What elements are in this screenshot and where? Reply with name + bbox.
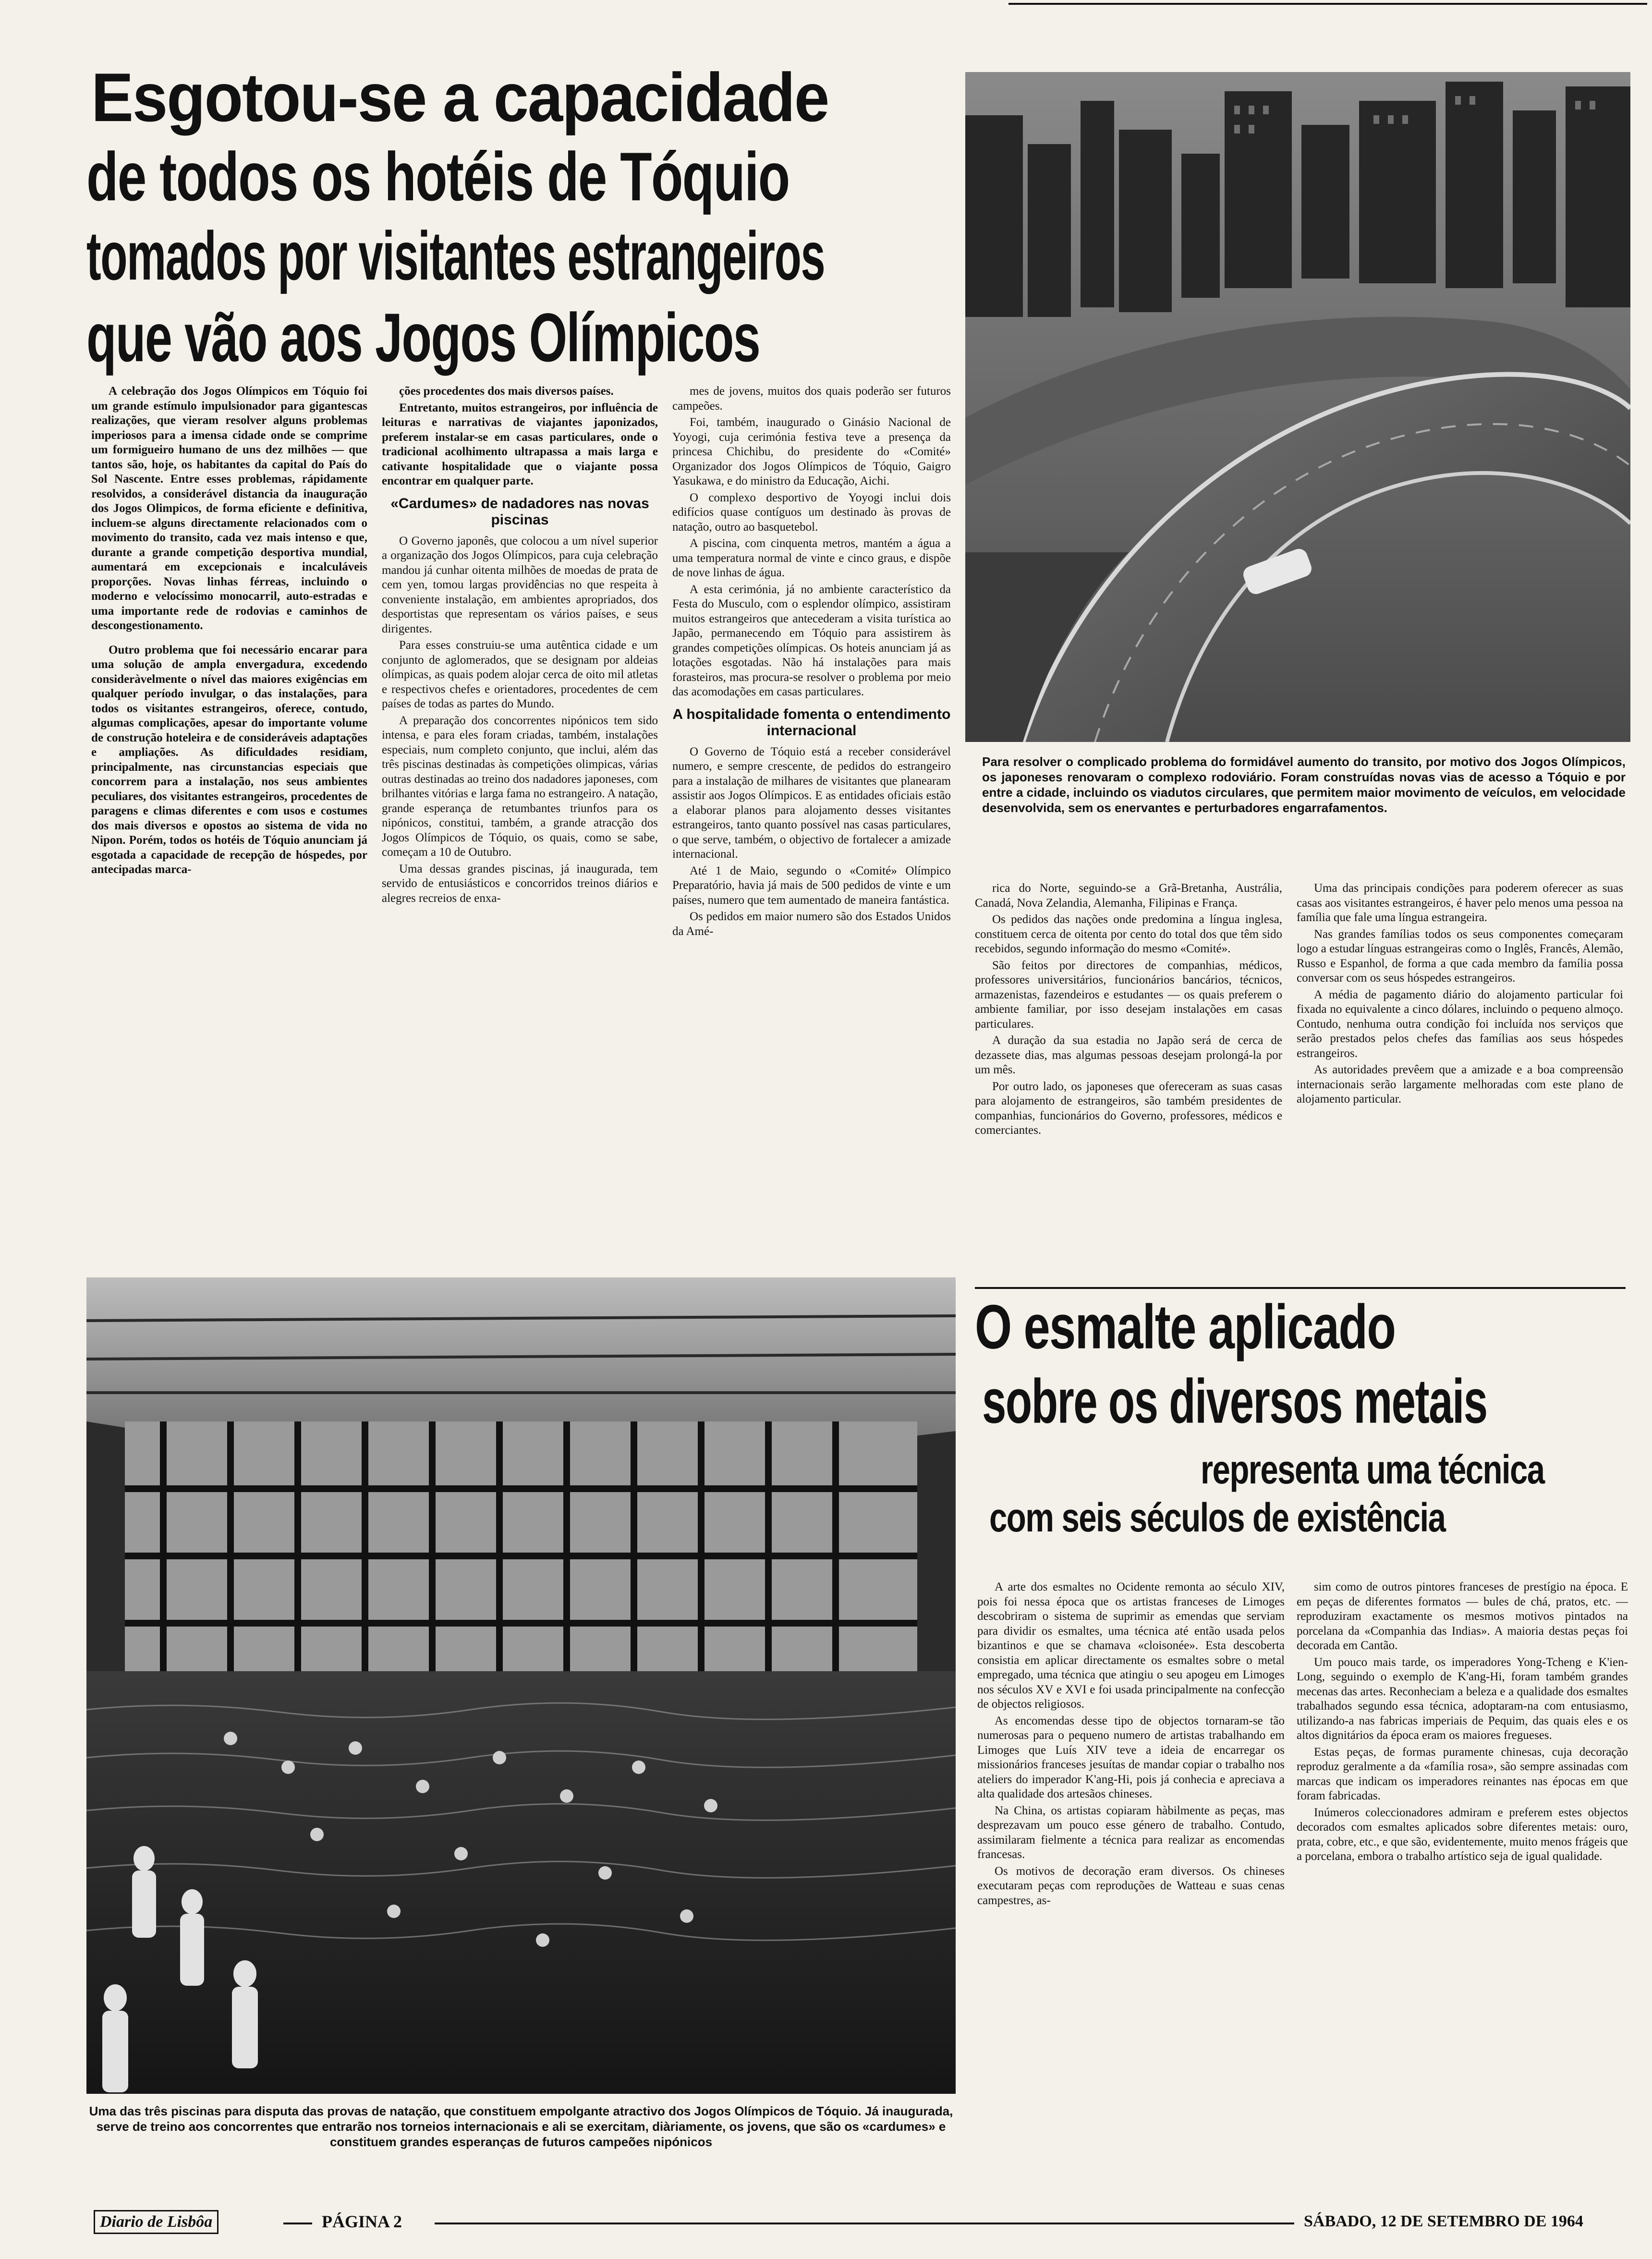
footer-rule-left (283, 2223, 312, 2224)
headline-line-1: Esgotou-se a capacidade (91, 59, 829, 136)
article2-col2-para: Inúmeros coleccionadores admiram e preferem estes objectos decorados com esmaltes aplicados sobre diferentes metais: ouro, prata, cobre, etc., e que são, evidentemente, muito menos frágeis que a porcelana, embora o trabalho artístico seja de igual qualidade. (1297, 1806, 1628, 1863)
article2-col1-para: As encomendas desse tipo de objectos tornaram-se tão numerosas para o pequeno numero de artistas trabalhando em Limoges que Luís XIV teve a ideia de encarregar os missionários franceses jesuítas de mandar copiar o trabalho nos ateliers do imperador K'ang-Hi, pois já conhecia e apreciava a alta qualidade dos artesãos chineses. (977, 1714, 1285, 1800)
article2-col2-para: Estas peças, de formas puramente chinesas, cuja decoração reproduz geralmente a da «família rosa», são sempre assinadas com marcas que indicam os imperadores reinantes nas épocas em que foram fabricadas. (1297, 1745, 1628, 1802)
caption-pool: Uma das três piscinas para disputa das provas de natação, que constituem empolgante atractivo dos Jogos Olímpicos de Tóquio. Já inaugurada, serve de treino aos concorrentes que entrarão nos torneios internacionais e ali se exercitam, diàriamente, os jovens, que são os «cardumes» e constituem grandes esperanças de futuros campeões nipónicos (89, 2104, 953, 2149)
article1-col4-para: São feitos por directores de companhias, médicos, professores universitários, funcionários bancários, técnicos, armazenistas, fazendeiros e estudantes — os quais preferem o ambiente familiar, por isso desejam instalações em casas particulares. (975, 959, 1282, 1031)
subheading-cardumes: «Cardumes» de nadadores nas novas piscinas (390, 495, 649, 528)
article1-col5-para: Uma das principais condições para poderem oferecer as suas casas aos visitantes estrangeiros, é haver pelo menos uma pessoa na família que fale uma língua estrangeira. (1297, 882, 1623, 924)
article1-col5-para: As autoridades prevêem que a amizade e a boa compreensão internacionais serão largamente melhoradas com este plano de alojamento particular. (1297, 1063, 1623, 1105)
headline-line-3: tomados por visitantes estrangeiros (86, 218, 825, 295)
article1-col2-para: O Governo japonês, que colocou a um nível superior a organização dos Jogos Olímpicos, para cuja celebração mandou já cunhar oitenta milhões de moedas de prata de cem yen, tomou largas providências no que respeita à conveniente instalação, em ambientes apropriados, dos desportistas que representam os vários países, e seus dirigentes. (382, 534, 658, 635)
article1-col4-para: rica do Norte, seguindo-se a Grã-Bretanha, Austrália, Canadá, Nova Zelandia, Alemanha, Filipinas e França. (975, 882, 1282, 910)
article1-col3-para: Foi, também, inaugurado o Ginásio Nacional de Yoyogi, cuja cerimónia festiva teve a presença da princesa Chichibu, do presidente do «Comité» Organizador dos Jogos Olímpicos de Tóquio, Gaigro Yasukawa, e do ministro da Educação, Aichi. (672, 416, 951, 487)
article1-col1-para: A celebração dos Jogos Olímpicos em Tóquio foi um grande estímulo impulsionador para gigantescas realizações, que vieram resolver alguns problemas imperiosos para a imensa cidade onde se comprime um formigueiro humano de uns dez milhões — que tantos são, hoje, os habitantes da capital do País do Sol Nascente. Entre esses problemas, rápidamente resolvidos, a considerável distancia da inauguração dos Jogos Olimpicos, de forma eficiente e definitiva, incluem-se alguns directamente relacionados com o movimento do transito, cada vez mais intenso e que, durante a grande competição desportiva mundial, aumentará em excepcionais e incalculáveis proporções. Novas linhas férreas, incluindo o moderno e velocíssimo monocarril, auto-estradas e uma importante rede de rodovias e caminhos de descongestionamento. (91, 385, 367, 632)
article1-col4 (975, 881, 1282, 1280)
article2-headline-2: sobre os diversos metais (982, 1367, 1487, 1436)
article2-col1 (977, 1580, 1285, 2199)
article1-col2-para: Uma dessas grandes piscinas, já inaugurada, tem servido de entusiásticos e concorridos treinos diários e alegres recreios de enxa- (382, 862, 658, 905)
article1-col2-para: Para esses construiu-se uma autêntica cidade e um conjunto de aglomerados, que se designam por aldeias olímpicas, as quais podem alojar cerca de oito mil atletas e respectivos chefes e orientadores, procedentes de cem países de todas as partes do Mundo. (382, 639, 658, 710)
article1-col5 (1297, 881, 1623, 1280)
article1-col3-para: O Governo de Tóquio está a receber considerável numero, e sempre crescente, de pedidos do estrangeiro para a instalação de milhares de visitantes que planearam assistir aos Jogos Olímpicos. E as entidades oficiais estão a elaborar planos para alojamento desses visitantes estrangeiros, tanto quanto possível nas casas particulares, o que serve, também, o objectivo de fortalecer a amizade internacional. (672, 745, 951, 861)
article1-col3 (672, 384, 951, 1277)
article1-col3-para: O complexo desportivo de Yoyogi inclui dois edifícios quase contíguos um destinado às provas de natação, outro ao basquetebol. (672, 491, 951, 534)
footer (94, 2209, 1630, 2238)
article2-col2 (1297, 1580, 1628, 2199)
article1-col2-para: Entretanto, muitos estrangeiros, por influência de leituras e narrativas de viajantes japonizados, preferem instalar-se em casas particulares, onde o tradicional acolhimento ultrapassa a mais larga e cativante hospitalidade que o viajante possa encontrar em qualquer parte. (382, 401, 658, 487)
article1-col3-para: Os pedidos em maior numero são dos Estados Unidos da Amé- (672, 910, 951, 938)
top-rule (1008, 3, 1647, 5)
article1-col2 (382, 384, 658, 1258)
photo-pool (86, 1277, 956, 2094)
issue-date: SÁBADO, 12 DE SETEMBRO DE 1964 (1304, 2212, 1583, 2230)
article1-col2-para: ções procedentes dos mais diversos países. (399, 385, 614, 398)
article2-col2-para: Um pouco mais tarde, os imperadores Yong-Tcheng e K'ien-Long, seguindo o exemplo de K'ang-Hi, foram também grandes mecenas das artes. Reconheciam a beleza e a qualidade dos esmaltes trabalhados segundo essa técnica, adoptaram-na com entusiasmo, utilizando-a nas fabricas imperiais de Pequim, das quais eles e os altos dignitários da época eram os maiores fregueses. (1297, 1655, 1628, 1742)
page-number: PÁGINA 2 (322, 2212, 402, 2231)
article1-col3-para: A piscina, com cinquenta metros, mantém a água a uma temperatura normal de vinte e cinco graus, e dispõe de nove linhas de água. (672, 537, 951, 579)
article1-col3-para: Até 1 de Maio, segundo o «Comité» Olímpico Preparatório, havia já mais de 500 pedidos de vinte e um países, numero que tem aumentado de maneira fantástica. (672, 864, 951, 907)
article1-col3-para: mes de jovens, muitos dos quais poderão ser futuros campeões. (672, 385, 951, 413)
highway-illustration (965, 72, 1630, 742)
article1-col1-para: Outro problema que foi necessário encarar para uma solução de ampla envergadura, excedendo consideràvelmente o nível das maiores exigências em qualquer período invulgar, o das instalações, para todos os visitantes estrangeiros, oferece, contudo, algumas complicações, apesar do importante volume de construção hoteleira e de consideráveis adaptações e ampliações. As dificuldades residiam, principalmente, nas circunstancias especiais que concorrem para a instalação, nos seus ambientes peculiares, dos visitantes estrangeiros, procedentes de paragens e climas diferentes e com usos e costumes dos mais diversos e opostos ao sistema de vida no Nipon. Porém, todos os hotéis de Tóquio anunciam já esgotada a capacidade de recepção de hóspedes, por antecipadas marca- (91, 643, 367, 876)
article2-headline-1: O esmalte aplicado (975, 1292, 1396, 1362)
article2-col2-para: sim como de outros pintores franceses de prestígio na época. E em peças de diferentes formatos — bules de chá, pratos, etc. — reproduziram exactamente os mesmos motivos pintados na porcelana da «Companhia das Indias». A maioria destas peças foi decorada em Cantão. (1297, 1580, 1628, 1652)
article1-col4-para: A duração da sua estadia no Japão será de cerca de dezassete dias, mas algumas pessoas desejam prolongá-la por um mês. (975, 1034, 1282, 1076)
article1-col4-para: Por outro lado, os japoneses que ofereceram as suas casas para alojamento de estrangeiros, são também presidentes de companhias, funcionários do Governo, professores, médicos e comerciantes. (975, 1080, 1282, 1137)
article2-col1-para: Na China, os artistas copiaram hàbilmente as peças, mas desprezavam um pouco esse género de trabalho. Contudo, assimilaram fielmente a técnica para realizar as encomendas francesas. (977, 1804, 1285, 1861)
article1-col3-para: A esta cerimónia, já no ambiente característico da Festa do Musculo, com o esplendor olímpico, assistiram muitos estrangeiros que antecederam a visita turística ao Japão, permanecendo em Tóquio para assistirem às grandes competições olímpicas. Os hoteis anunciam já as lotações esgotadas. Não há instalações para mais forasteiros, mas procura-se resolver o problema por meio das acomodações em casas particulares. (672, 583, 951, 698)
photo-highway (965, 72, 1630, 742)
article1-col2-para: A preparação dos concorrentes nipónicos tem sido intensa, e para eles foram criadas, também, instalações especiais, num completo conjunto, que inclui, além das três piscinas destinadas às competições olimpicas, várias outras destinadas ao treino dos nadadores japoneses, com brilhantes vitórias e larga fama no estrangeiro. A natação, grande esperança de retumbantes triunfos para os nipónicos, constitui, também, a grande atracção dos Jogos Olímpicos de Tóquio, os quais, como se sabe, começam a 10 de Outubro. (382, 714, 658, 859)
article2-subheadline-1: representa uma técnica (1201, 1447, 1544, 1492)
article1-col1 (91, 384, 367, 1258)
article2-col1-para: Os motivos de decoração eram diversos. Os chineses executaram peças com reproduções de Watteau e suas cenas campestres, as- (977, 1864, 1285, 1907)
headline-line-4: que vão aos Jogos Olímpicos (86, 299, 760, 376)
article2-col1-para: A arte dos esmaltes no Ocidente remonta ao século XIV, pois foi nessa época que os artistas franceses de Limoges descobriram o sistema de suprimir as emendas que serviam para dividir os esmaltes, uma técnica até então usada pelos bizantinos e que se chamava «cloisonée». Esta descoberta consistia em aplicar directamente os esmaltes sobre o metal empregado, uma técnica que atingiu o seu apogeu em Limoges nos séculos XV e XVI e foi usada principalmente na confecção de objectos religiosos. (977, 1580, 1285, 1711)
subheading-hospitalidade: A hospitalidade fomenta o entendimento internacional (672, 706, 951, 739)
caption-highway: Para resolver o complicado problema do formidável aumento do transito, por motivo dos Jogos Olímpicos, os japoneses renovaram o complexo rodoviário. Foram construídas novas vias de acesso a Tóquio e por entre a cidade, incluindo os viadutos circulares, que permitem maior movimento de veículos, em velocidade desenvolvida, sem os enervantes e perturbadores engarrafamentos. (982, 754, 1626, 815)
masthead-logo: Diario de Lisbôa (94, 2210, 219, 2234)
divider-article2 (975, 1287, 1626, 1289)
headline-line-2: de todos os hotéis de Tóquio (86, 138, 790, 216)
article1-col5-para: Nas grandes famílias todos os seus componentes começaram logo a estudar línguas estrangeiras como o Inglês, Francês, Alemão, Russo e Espanhol, de forma a que cada membro da família possa conversar com os seus hóspedes estrangeiros. (1297, 927, 1623, 984)
footer-rule-middle (435, 2223, 1294, 2224)
article1-col5-para: A média de pagamento diário do alojamento particular foi fixada no equivalente a cinco dólares, incluindo o pequeno almoço. Contudo, nenhuma outra condição foi incluída nos serviços que serão prestados pelos chefes das famílias aos seus hóspedes estrangeiros. (1297, 988, 1623, 1060)
pool-illustration (86, 1277, 956, 2094)
article2-subheadline-2: com seis séculos de existência (989, 1495, 1446, 1540)
article1-col4-para: Os pedidos das nações onde predomina a língua inglesa, constituem cerca de oitenta por cento do total dos que têm sido recebidos, segundo informação do mesmo «Comité». (975, 913, 1282, 955)
main-headline (86, 58, 989, 384)
